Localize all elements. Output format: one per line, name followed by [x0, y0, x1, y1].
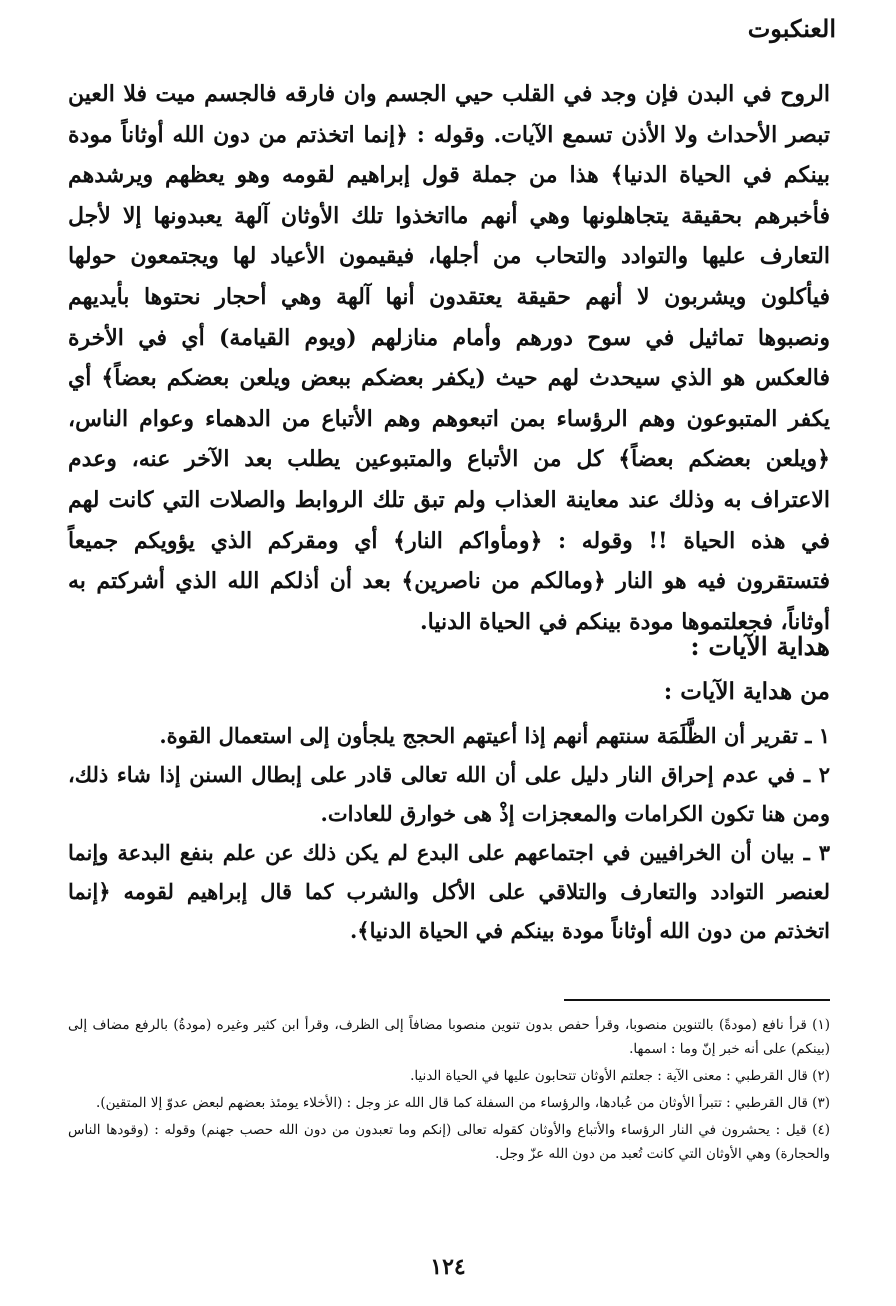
lesson-item: ٣ ـ بيان أن الخرافيين في اجتماعهم على البدع لم يكن ذلك عن علم بنفع البدعة وإنما لعنصر التوادد والتعارف والتلاقي على الأكل والشرب كما قال إبراهيم لقومه ﴿إنما اتخذتم من دون الله أوثاناً مودة بينكم في الحياة الدنيا﴾. — [68, 840, 830, 943]
footnote: (٢) قال القرطبي : معنى الآية : جعلتم الأوثان تتحابون عليها في الحياة الدنيا. — [410, 1068, 830, 1084]
page-number: ١٢٤ — [430, 1254, 466, 1280]
sub-heading: من هداية الآيات : — [663, 678, 830, 705]
section-heading: هداية الآيات : — [690, 632, 830, 661]
lesson-item: ٢ ـ في عدم إحراق النار دليل على أن الله تعالى قادر على إبطال السنن إذا شاء ذلك، ومن هنا تكون الكرامات والمعجزات إذْ هى خوارق للعادات. — [68, 762, 830, 826]
lesson-item: ١ ـ تقرير أن الظَّلَمَة سنتهم أنهم إذا أعيتهم الحجج يلجأون إلى استعمال القوة. — [159, 723, 830, 748]
body-text — [68, 74, 830, 642]
body-paragraph: الروح في البدن فإن وجد في القلب حيي الجسم وان فارقه فالجسم ميت فلا العين تبصر الأحداث ولا الأذن تسمع الآيات. وقوله : ﴿إنما اتخذتم من دون الله أوثاناً مودة بينكم في الحياة الدنيا﴾ هذا من جملة قول إبراهيم لقومه وهو يعظهم ويرشدهم فأخبرهم بحقيقة يتجاهلونها وهي أنهم مااتخذوا تلك الأوثان آلهة يعبدونها إلا لأجل التعارف عليها والتوادد والتحاب من أجلها، فيقيمون الأعياد لها ويجتمعون حولها فيأكلون ويشربون لا أنهم حقيقة يعتقدون أنها آلهة وهي أحجار نحتوها بأيديهم ونصبوها تماثيل في سوح دورهم وأمام منازلهم (ويوم القيامة) أي في الأخرة فالعكس هو الذي سيحدث لهم حيث (يكفر بعضكم ببعض ويلعن بعضكم بعضاً﴾ أي يكفر المتبوعون وهم الرؤساء بمن اتبعوهم وهم الأتباع من الدهماء وعوام الناس،﴿ويلعن بعضكم بعضاً﴾ كل من الأتباع والمتبوعين يطلب بعد الآخر عنه، وعدم الاعتراف به وذلك عند معاينة العذاب ولم تبق تلك الروابط والصلات التي كانت لهم في هذه الحياة !! وقوله : ﴿ومأواكم النار﴾ أي ومقركم الذي يؤويكم جميعاً فتستقرون فيه هو النار ﴿ومالكم من ناصرين﴾ بعد أن أذلكم الله الذي أشركتم به أوثاناً، فجعلتموها مودة بينكم في الحياة الدنيا. — [68, 81, 830, 635]
running-head: العنكبوت — [747, 14, 836, 43]
footnote-divider — [564, 999, 830, 1001]
footnote: (١) قرأ نافع (مودةً) بالتنوين منصوبا، وقرأ حفص بدون تنوين منصوبا مضافاً إلى الظرف، وقرأ ابن كثير وغيره (مودةُ) بالرفع مضاف إلى (بينكم) على أنه خبر إنّ وما : اسمها. — [68, 1017, 830, 1057]
footnote: (٣) قال القرطبي : تتبرأ الأوثان من عُبادها، والرؤساء من السفلة كما قال الله عز وجل : (الأخلاء يومئذ بعضهم لبعض عدوّ إلا المتقين). — [96, 1095, 830, 1111]
footnote: (٤) قيل : يحشرون في النار الرؤساء والأتباع والأوثان كقوله تعالى (إنكم وما تعبدون من دون الله حصب جهنم) وقوله : (وقودها الناس والحجارة) وهي الأوثان التي كانت تُعبد من دون الله عزّ وجل. — [68, 1122, 830, 1162]
lessons-list — [68, 716, 830, 950]
footnotes — [68, 1013, 830, 1169]
